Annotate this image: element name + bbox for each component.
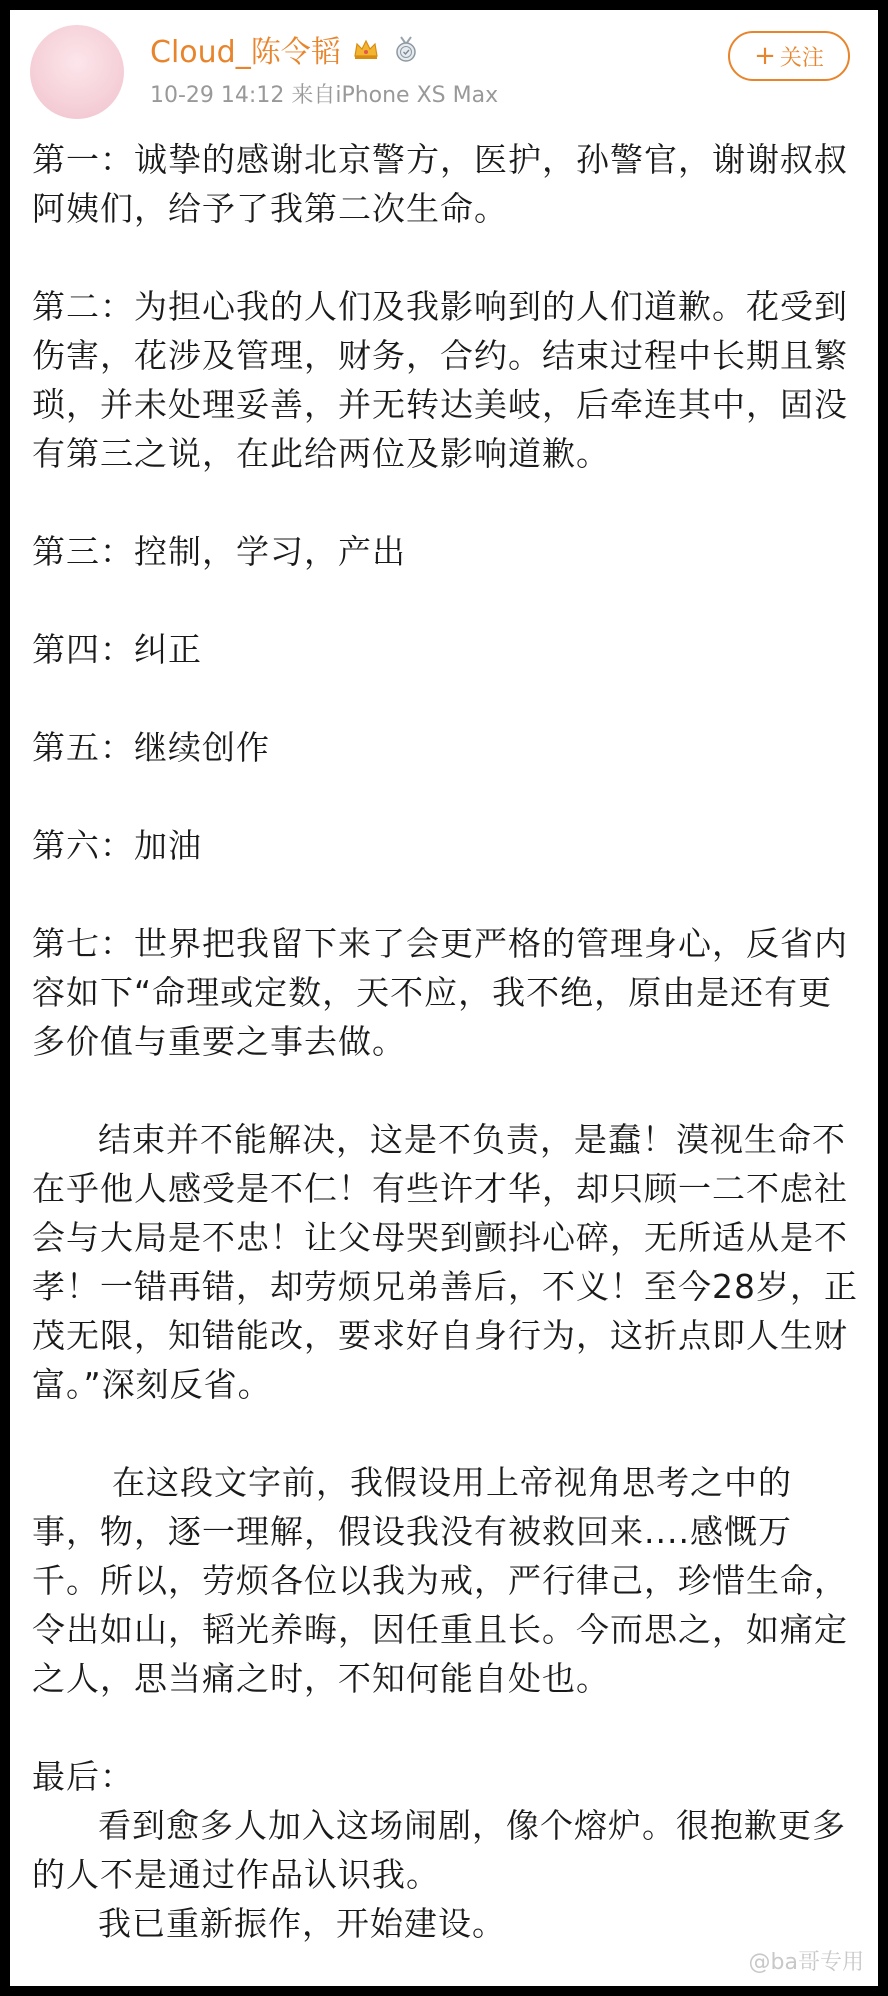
- paragraph-9: 在这段文字前，我假设用上帝视角思考之中的事，物，逐一理解，假设我没有被救回来....感慨万千。所以，劳烦各位以我为戒，严行律己，珍惜生命，令出如山，韬光养晦，因任重且长。今而思之，如痛定之人，思当痛之时，不知何能自处也。: [32, 1463, 848, 1698]
- medal-badge-icon: [391, 34, 421, 64]
- paragraph-10: 看到愈多人加入这场闹剧，像个熔炉。很抱歉更多的人不是通过作品认识我。: [32, 1806, 846, 1894]
- follow-label: 关注: [779, 45, 824, 71]
- paragraph-1: 第一：诚挚的感谢北京警方，医护，孙警官，谢谢叔叔阿姨们，给予了我第二次生命。: [32, 140, 848, 228]
- crown-badge-icon: [351, 34, 381, 64]
- post-content: [32, 135, 858, 1948]
- post-source: 来自iPhone XS Max: [291, 83, 499, 108]
- plus-icon: +: [754, 41, 776, 71]
- paragraph-11: 我已重新振作，开始建设。: [98, 1904, 506, 1943]
- post-meta: [150, 78, 498, 109]
- paragraph-4: 第四：纠正: [32, 630, 202, 669]
- paragraph-8: 结束并不能解决，这是不负责，是蠢！漠视生命不在乎他人感受是不仁！有些许才华，却只顾一二不虑社会与大局是不忠！让父母哭到颤抖心碎，无所适从是不孝！一错再错，却劳烦兄弟善后，不义！至今28岁，正茂无限，知错能改，要求好自身行为，这折点即人生财富。”深刻反省。: [32, 1120, 858, 1404]
- paragraph-5: 第五：继续创作: [32, 728, 270, 767]
- follow-button[interactable]: [728, 31, 850, 81]
- watermark: @ba哥专用: [748, 1950, 864, 1975]
- username[interactable]: Cloud_陈令韬: [150, 35, 341, 70]
- paragraph-6: 第六：加油: [32, 826, 202, 865]
- paragraph-3: 第三：控制，学习，产出: [32, 532, 406, 571]
- paragraph-7: 第七：世界把我留下来了会更严格的管理身心，反省内容如下“命理或定数，天不应，我不绝，原由是还有更多价值与重要之事去做。: [32, 924, 848, 1061]
- paragraph-final-heading: 最后：: [32, 1757, 134, 1796]
- avatar[interactable]: [30, 25, 124, 119]
- username-row: [150, 26, 421, 72]
- paragraph-2: 第二：为担心我的人们及我影响到的人们道歉。花受到伤害，花涉及管理，财务，合约。结束过程中长期且繁琐，并未处理妥善，并无转达美岐，后牵连其中，固没有第三之说，在此给两位及影响道歉。: [32, 287, 848, 473]
- post-time: 10-29 14:12: [150, 83, 285, 108]
- weibo-post-card: [10, 10, 878, 1986]
